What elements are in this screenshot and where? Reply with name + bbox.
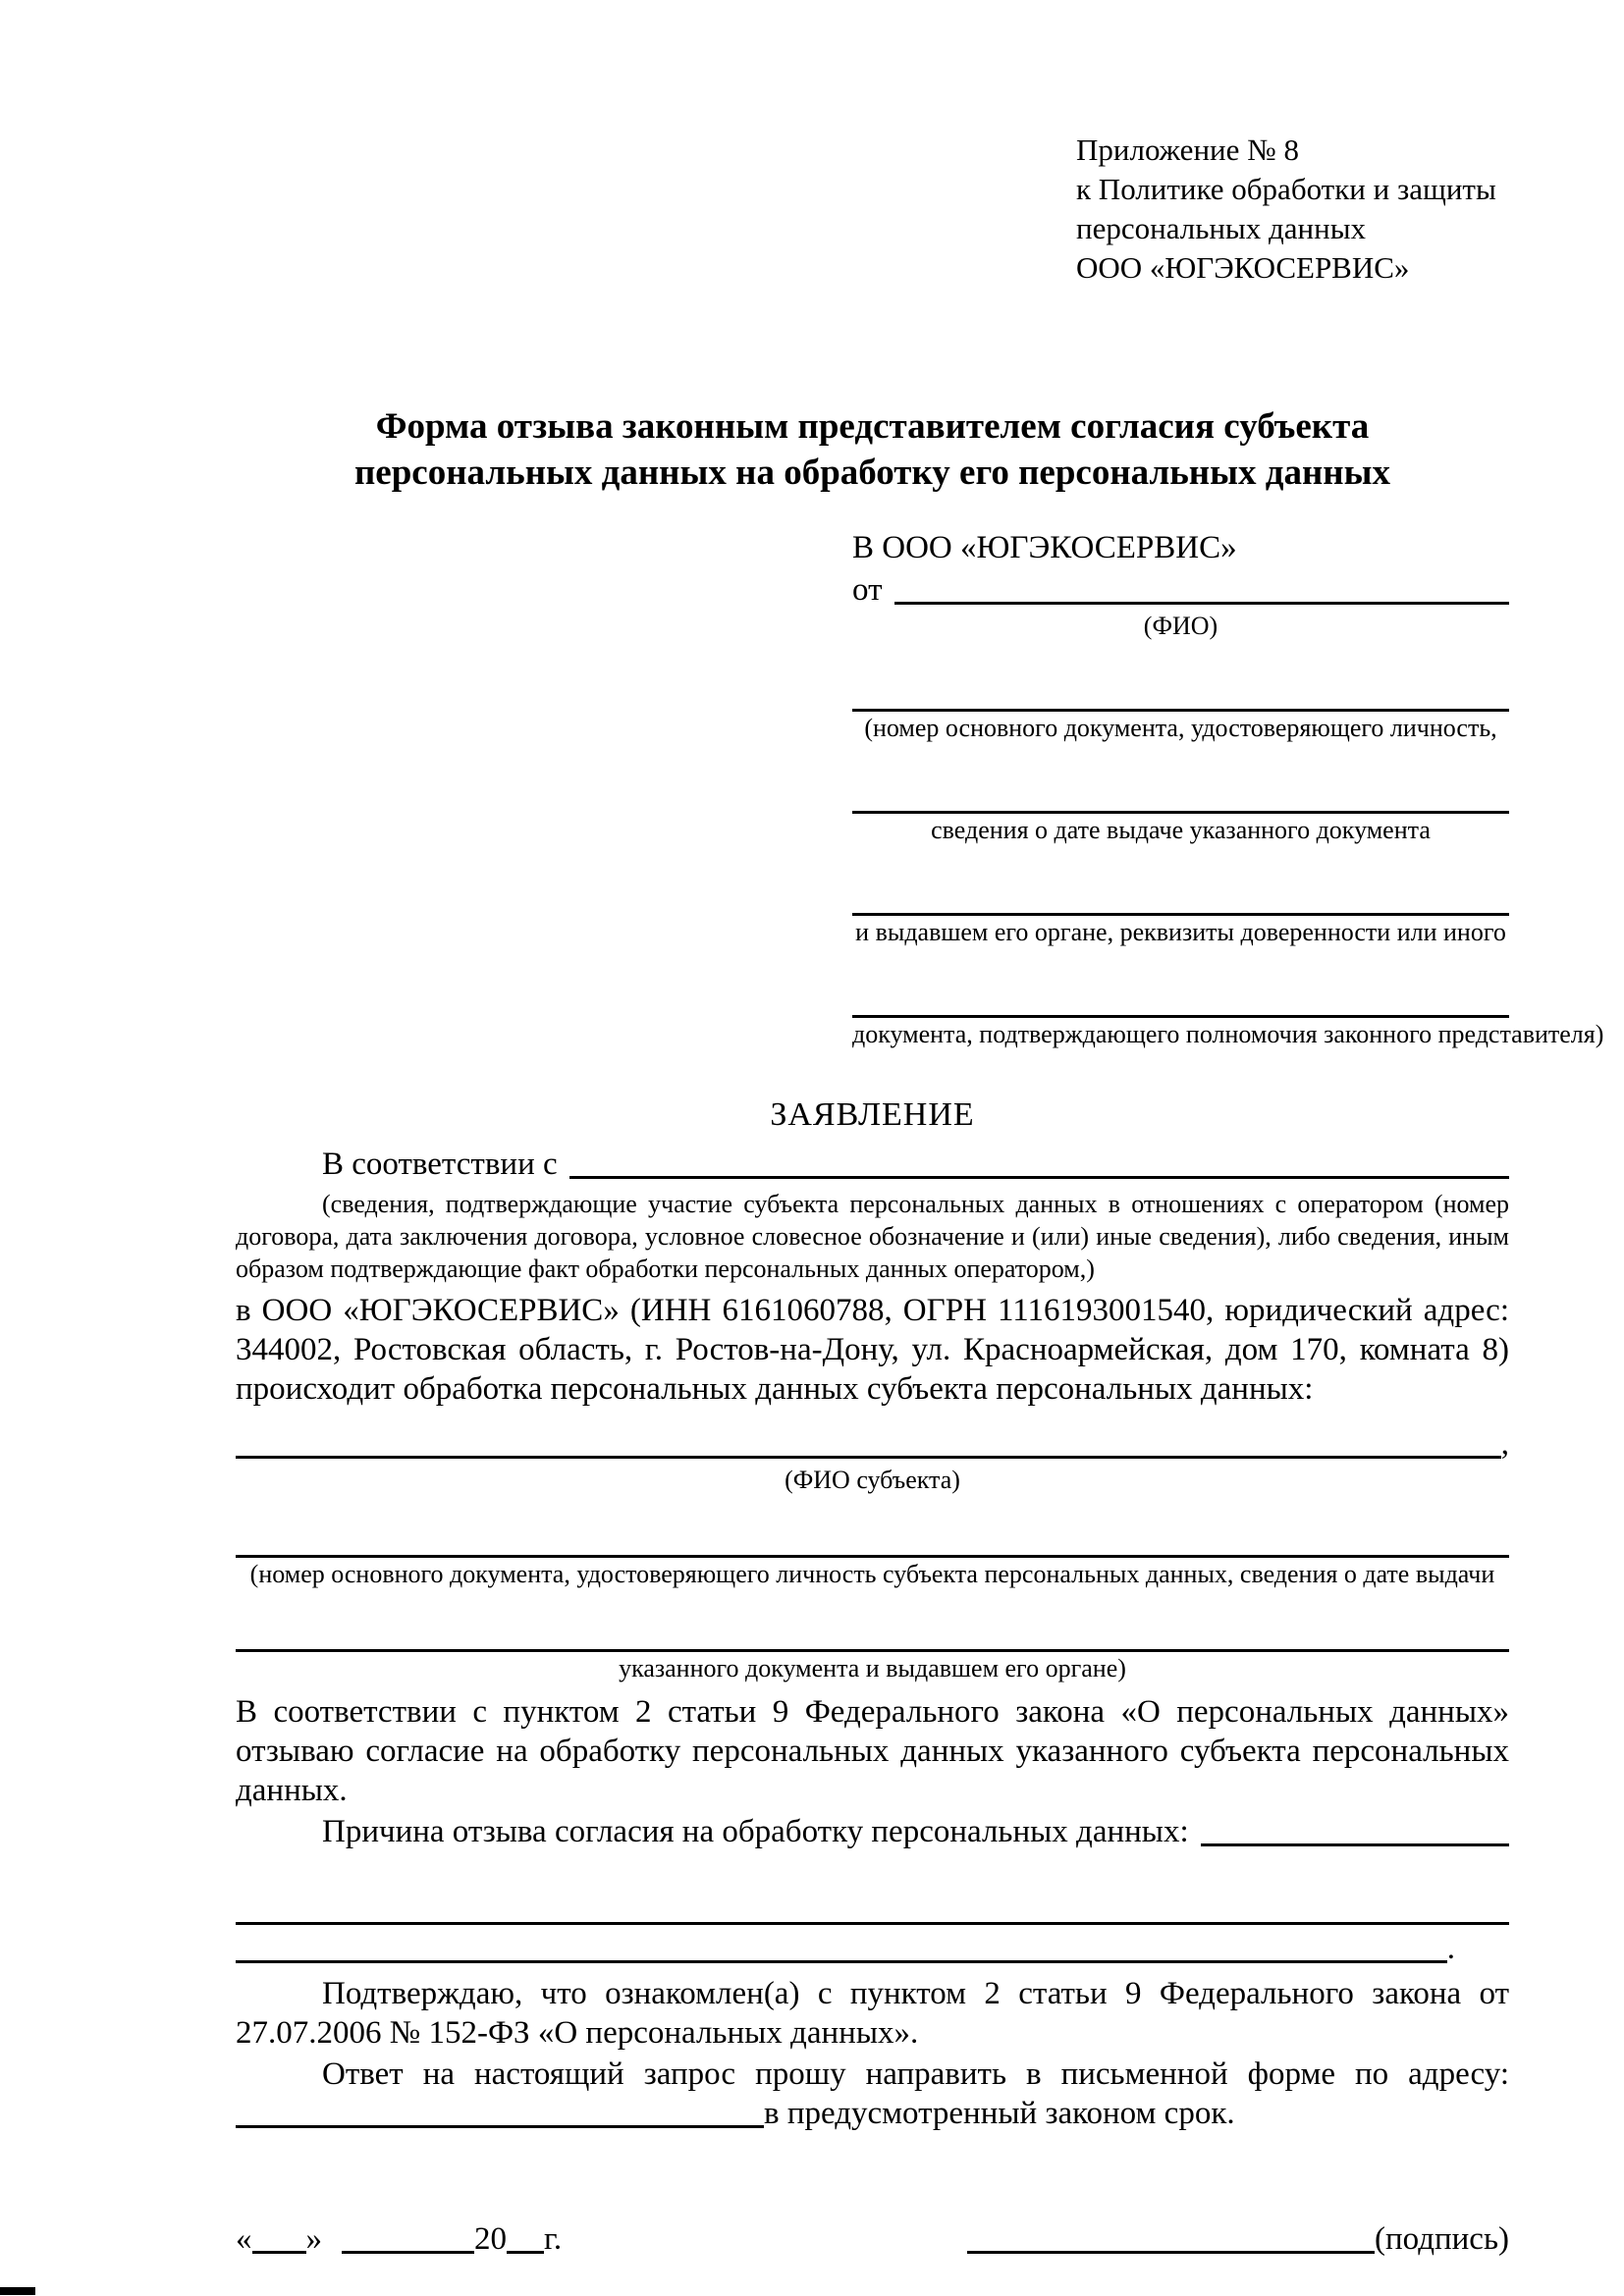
from-prefix: от <box>852 572 883 608</box>
withdraw-paragraph: В соответствии с пунктом 2 статьи 9 Федерального закона «О персональных данных» отзываю согласие на обработку персональных данных указанного субъекта персональных данных. <box>236 1694 1509 1808</box>
blank-line-fio <box>894 602 1510 605</box>
footer-row <box>236 2219 1509 2259</box>
blank-line-signature <box>967 2251 1375 2254</box>
scan-artifact <box>0 2287 35 2295</box>
blank-line-reason <box>1201 1843 1509 1846</box>
blank-line-month <box>342 2251 474 2254</box>
blank-line-year <box>507 2251 544 2254</box>
document-title <box>236 403 1509 496</box>
intro-prefix: В соответствии с <box>322 1147 558 1182</box>
document-title-line2: персональных данных на обработку его персональных данных <box>353 453 1390 493</box>
year-prefix: 20 <box>474 2221 507 2257</box>
blank-group <box>852 880 1509 948</box>
subject-doc-label1: (номер основного документа, удостоверяющего личность субъекта персональных данных, сведения о дате выдачи <box>249 1560 1495 1588</box>
blank-group <box>236 1522 1509 1590</box>
intro-row <box>236 1145 1509 1184</box>
appendix-line: Приложение № 8 <box>1076 133 1299 167</box>
blank-line-subject-fio <box>236 1456 1501 1459</box>
addressee-block <box>852 525 1604 1050</box>
operator-paragraph: в ООО «ЮГЭКОСЕРВИС» (ИНН 6161060788, ОГРН 1116193001540, юридический адрес: 344002, Ростовская область, г. Ростов-на-Дону, ул. Красноармейская, дом 170, комната 8) происходит обработка персональных данных субъекта персональных данных: <box>236 1293 1509 1407</box>
reason-prefix: Причина отзыва согласия на обработку персональных данных: <box>322 1814 1189 1849</box>
statement-heading: ЗАЯВЛЕНИЕ <box>770 1096 975 1133</box>
blank-line-reason-end-row <box>236 1929 1455 1968</box>
confirm-paragraph: Подтверждаю, что ознакомлен(а) с пунктом 2 статьи 9 Федерального закона от 27.07.2006 № 152-ФЗ «О персональных данных». <box>236 1976 1509 2051</box>
appendix-block <box>1076 131 1509 288</box>
signature-label: (подпись) <box>1375 2221 1509 2257</box>
signature-group <box>967 2219 1509 2259</box>
reply-paragraph: Ответ на настоящий запрос прошу направить в письменной форме по адресу: <box>322 2056 1509 2092</box>
reply-suffix: в предусмотренный законом срок. <box>764 2096 1235 2131</box>
blank-group <box>236 1616 1509 1684</box>
close-quote: » <box>305 2221 322 2257</box>
reason-row <box>236 1812 1509 1851</box>
blank-line-day <box>252 2251 306 2254</box>
blank-line-reason-cont <box>236 1889 1509 1925</box>
blank-line-doc-date <box>852 777 1509 814</box>
document-title-line1: Форма отзыва законным представителем согласия субъекта <box>375 406 1370 447</box>
addressee-org: В ООО «ЮГЭКОСЕРВИС» <box>852 530 1237 565</box>
blank-label: документа, подтверждающего полномочия законного представителя) <box>852 1020 1604 1048</box>
blank-group <box>852 982 1604 1050</box>
year-suffix: г. <box>544 2221 563 2257</box>
appendix-line: ООО «ЮГЭКОСЕРВИС» <box>1076 250 1410 285</box>
blank-label: сведения о дате выдаче указанного документа <box>931 816 1431 844</box>
blank-line-reason-end <box>236 1960 1447 1963</box>
period: . <box>1446 1931 1455 1966</box>
appendix-line: персональных данных <box>1076 211 1367 245</box>
blank-line-subject-doc-issuer <box>236 1616 1509 1652</box>
blank-line-doc-number <box>852 675 1509 712</box>
fio-label: (ФИО) <box>1143 612 1218 640</box>
blank-line-doc-issuer <box>852 880 1509 916</box>
blank-line-basis <box>569 1176 1509 1179</box>
open-quote: « <box>236 2221 252 2257</box>
blank-group <box>852 777 1509 846</box>
subject-fio-row <box>236 1424 1509 1464</box>
subject-comma: , <box>1500 1426 1509 1462</box>
blank-label: (номер основного документа, удостоверяющего личность, <box>864 714 1497 742</box>
subject-fio-label: (ФИО субъекта) <box>785 1466 960 1494</box>
subject-doc-label2: указанного документа и выдавшем его органе) <box>619 1654 1126 1682</box>
from-line-row <box>852 570 1509 610</box>
reply-address-row <box>236 2094 1509 2133</box>
blank-group <box>852 675 1509 744</box>
blank-line-address <box>236 2125 764 2128</box>
blank-line-authority-doc <box>852 982 1509 1018</box>
intro-note: (сведения, подтверждающие участие субъекта персональных данных в отношениях с оператором (номер договора, дата заключения договора, условное словесное обозначение и (или) иные сведения), либо сведения, иным образом подтверждающие факт обработки персональных данных оператором,) <box>236 1190 1509 1283</box>
date-group <box>236 2219 562 2259</box>
blank-label: и выдавшем его органе, реквизиты доверенности или иного <box>855 918 1506 946</box>
appendix-line: к Политике обработки и защиты <box>1076 172 1496 206</box>
blank-line-subject-doc <box>236 1522 1509 1558</box>
page-content <box>236 0 1604 2259</box>
